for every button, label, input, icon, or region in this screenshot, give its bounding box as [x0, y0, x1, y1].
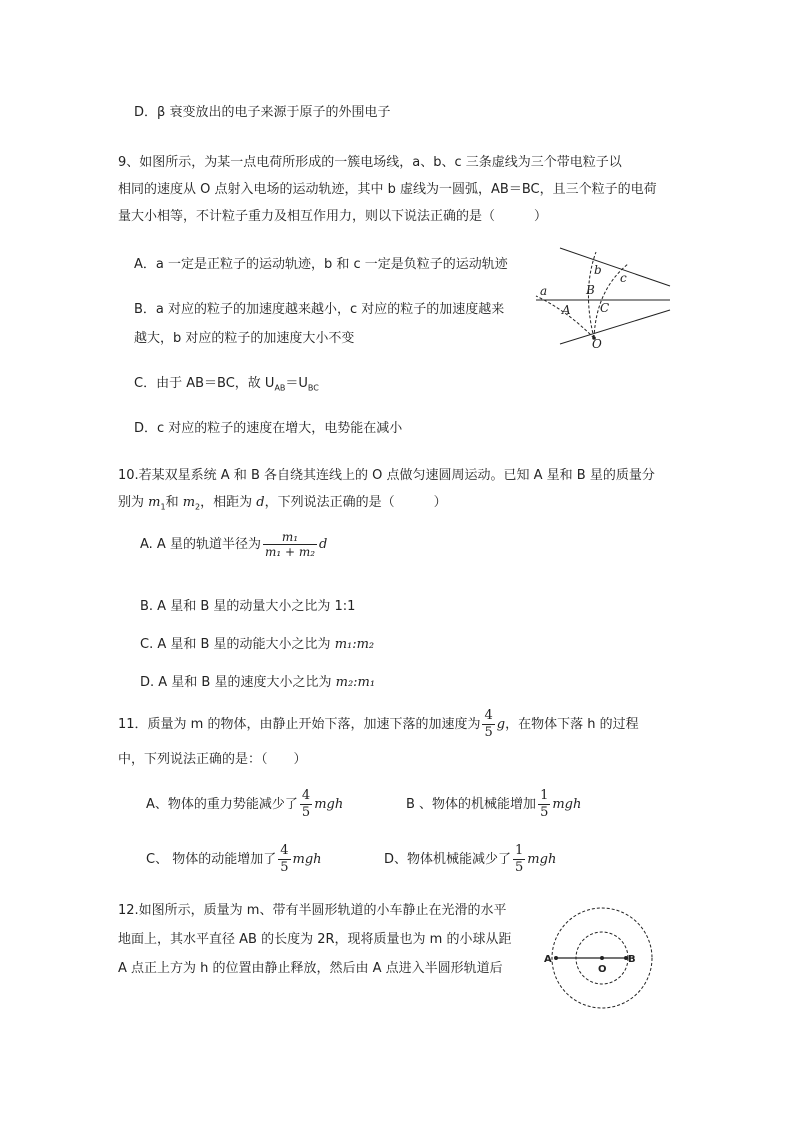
q11-option-b-text: B 、物体的机械能增加 [406, 797, 537, 812]
q9-stem-line-1: 9、如图所示，为某一点电荷所形成的一簇电场线，a、b、c 三条虚线为三个带电粒子以 [118, 155, 622, 170]
q11-option-b-mgh: mgh [552, 797, 582, 812]
q11-acc-numerator: 4 [484, 708, 493, 723]
q10-m2: m [182, 495, 196, 510]
q11-option-c-mgh: mgh [292, 852, 322, 867]
q11-option-a-mgh: mgh [314, 797, 344, 812]
q11-option-d-numerator: 1 [515, 843, 524, 858]
label-o: O [598, 964, 607, 975]
label-point-c: C [600, 301, 610, 315]
q12-line-2: 地面上，其水平直径 AB 的长度为 2R，现将质量也为 m 的小球从距 [118, 932, 512, 947]
q9-field-line-diagram [530, 240, 700, 350]
q11-acc-denominator: 5 [484, 725, 493, 740]
label-a: a [540, 284, 548, 298]
q9-option-d: D．c 对应的粒子的速度在增大，电势能在减小 [134, 421, 403, 436]
q10-option-b: B. A 星和 B 星的动量大小之比为 1:1 [140, 599, 356, 614]
q12-track-diagram [540, 898, 670, 1018]
q11-stem-line-1 [118, 708, 639, 741]
label-b: B [628, 954, 636, 965]
label-point-b: B [586, 283, 595, 297]
q11-option-c-denominator: 5 [280, 860, 289, 875]
q10-m1: m [148, 495, 161, 510]
q10-stem-post: ，下列说法正确的是（ ） [264, 495, 447, 510]
q11-option-a-text: A、物体的重力势能减少了 [146, 797, 298, 812]
q10-option-a [140, 530, 327, 559]
q10-stem-line-2 [118, 494, 447, 517]
q11-option-c-text: C、 物体的动能增加了 [146, 852, 277, 867]
q10-option-a-text: A. A 星的轨道半径为 [140, 537, 261, 552]
q11-option-a [146, 788, 343, 821]
q9-option-b-line-2: 越大，b 对应的粒子的加速度大小不变 [134, 331, 355, 346]
q11-stem-prefix: 11．质量为 m 的物体，由静止开始下落，加速下落的加速度为 [118, 717, 481, 732]
q10-option-c-ratio: m₁:m₂ [334, 637, 375, 652]
q11-option-d-text: D、物体机械能减少了 [384, 852, 512, 867]
point-a-dot [554, 956, 558, 960]
label-a: A [544, 954, 552, 965]
q10-d: d [256, 495, 265, 510]
q10-stem-prefix: 别为 [118, 495, 149, 510]
q9-option-a: A．a 一定是正粒子的运动轨迹，b 和 c 一定是负粒子的运动轨迹 [134, 257, 508, 272]
q11-option-a-numerator: 4 [301, 788, 311, 803]
field-line-lower [560, 310, 670, 344]
q11-option-c [146, 843, 322, 876]
q11-option-b-numerator: 1 [540, 788, 549, 803]
q10-option-a-fraction [263, 530, 317, 559]
q10-stem-and: 和 [165, 495, 183, 510]
label-c: c [620, 271, 627, 285]
q9-stem-line-3: 量大小相等，不计粒子重力及相互作用力，则以下说法正确的是（ ） [118, 209, 548, 224]
q11-option-a-fraction [300, 788, 312, 821]
q12-line-1: 12.如图所示，质量为 m、带有半圆形轨道的小车静止在光滑的水平 [118, 903, 507, 918]
q10-m2-sub: 2 [195, 502, 201, 512]
label-point-o: O [592, 337, 602, 350]
q9-option-c [134, 375, 319, 398]
q11-option-d [384, 843, 556, 876]
q11-option-b [406, 788, 581, 821]
q8-option-d: D．β 衰变放出的电子来源于原子的外围电子 [134, 105, 391, 120]
q10-option-c [140, 636, 374, 654]
field-line-upper [560, 248, 670, 286]
q11-stem-line-2: 中，下列说法正确的是：（ ） [118, 752, 307, 767]
q9-option-c-sub-bc: BC [307, 383, 319, 393]
q9-option-c-sub-ab: AB [274, 383, 286, 393]
q11-option-d-mgh: mgh [527, 852, 557, 867]
q11-option-c-fraction [278, 843, 290, 876]
q11-acc-g: g [496, 717, 506, 732]
label-b: b [594, 263, 602, 277]
q10-option-d [140, 674, 375, 692]
q10-option-a-denominator: m₁ + m₂ [264, 545, 316, 559]
q9-stem-line-2: 相同的速度从 O 点射入电场的运动轨迹，其中 b 虚线为一圆弧，AB＝BC，且三个粒子的电荷 [118, 182, 657, 197]
q9-option-c-text: C．由于 AB＝BC，故 U [134, 376, 275, 391]
q10-stem-mid: ，相距为 [200, 495, 257, 510]
q11-option-c-numerator: 4 [280, 843, 289, 858]
label-point-a: A [562, 303, 571, 317]
q10-m1-sub: 1 [160, 502, 166, 512]
q11-option-d-denominator: 5 [515, 860, 524, 875]
q9-option-b-line-1: B．a 对应的粒子的加速度越来越小，c 对应的粒子的加速度越来 [134, 302, 505, 317]
q10-option-a-d: d [319, 537, 328, 552]
q10-option-d-text: D. A 星和 B 星的速度大小之比为 [140, 675, 336, 690]
q11-stem-post: ，在物体下落 h 的过程 [505, 717, 639, 732]
q10-option-c-text: C. A 星和 B 星的动能大小之比为 [140, 637, 335, 652]
point-o-dot [600, 956, 604, 960]
q10-stem-line-1: 10.若某双星系统 A 和 B 各自绕其连线上的 O 点做匀速圆周运动。已知 A 星和 B 星的质量分 [118, 468, 655, 483]
q12-line-3: A 点正上方为 h 的位置由静止释放，然后由 A 点进入半圆形轨道后 [118, 961, 503, 976]
q11-option-d-fraction [513, 843, 525, 876]
q9-option-c-eq: ＝U [285, 376, 308, 391]
q10-option-a-numerator: m₁ [263, 530, 317, 545]
q11-acceleration-fraction [482, 708, 494, 741]
q10-option-d-ratio: m₂:m₁ [335, 675, 376, 690]
q11-option-a-denominator: 5 [301, 805, 311, 820]
q11-option-b-fraction [538, 788, 550, 821]
q11-option-b-denominator: 5 [540, 805, 549, 820]
